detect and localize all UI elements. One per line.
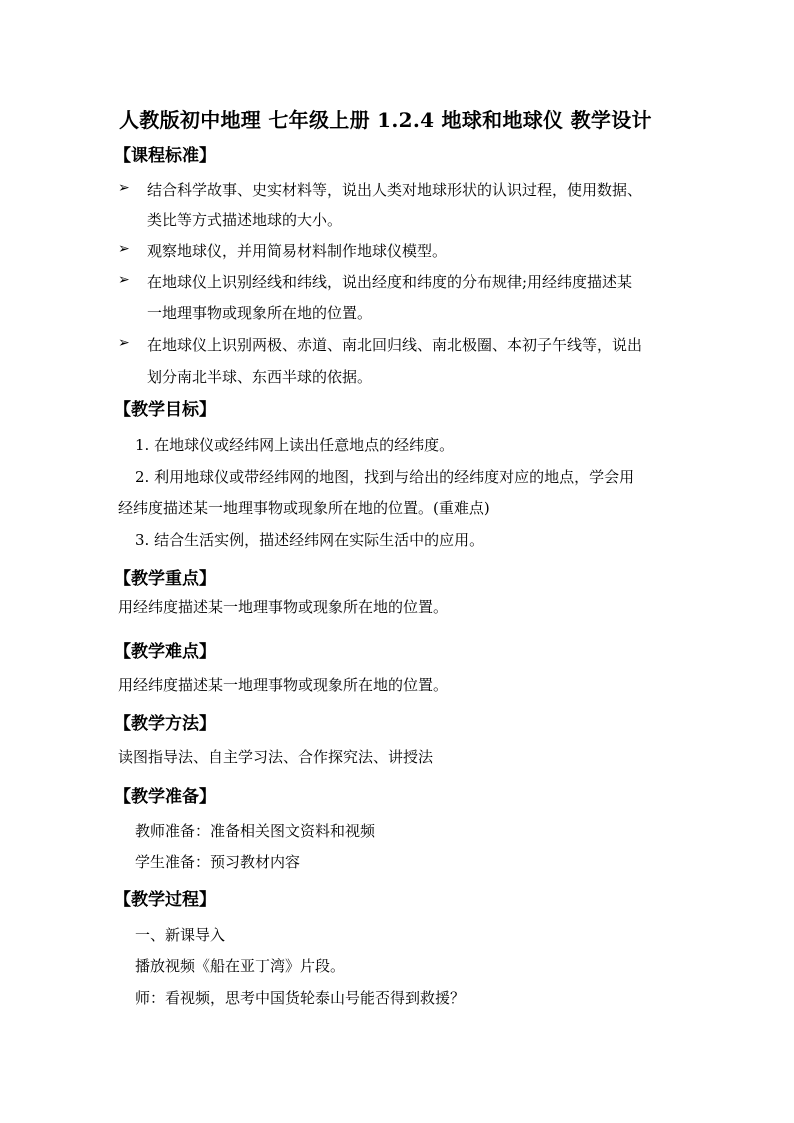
document-title: 人教版初中地理 七年级上册 1.2.4 地球和地球仪 教学设计 — [119, 108, 652, 132]
standard-item-1-line-1: 结合科学故事、史实材料等，说出人类对地球形状的认识过程，使用数据、 — [147, 181, 643, 199]
bullet-icon: ➢ — [118, 335, 130, 351]
student-preparation: 学生准备：预习教材内容 — [135, 853, 301, 871]
bullet-icon: ➢ — [118, 180, 130, 196]
heading-methods: 【教学方法】 — [114, 714, 216, 734]
heading-objectives: 【教学目标】 — [114, 400, 216, 420]
methods-text: 读图指导法、自主学习法、合作探究法、讲授法 — [118, 748, 434, 766]
standard-item-2-line-1: 观察地球仪，并用简易材料制作地球仪模型。 — [147, 242, 448, 260]
heading-standards: 【课程标准】 — [114, 146, 216, 166]
objective-1: 1. 在地球仪或经纬网上读出任意地点的经纬度。 — [135, 436, 455, 454]
objective-2-line-1: 2. 利用地球仪或带经纬网的地图，找到与给出的经纬度对应的地点，学会用 — [135, 468, 635, 486]
process-line-2: 播放视频《船在亚丁湾》片段。 — [135, 957, 346, 975]
process-line-3: 师：看视频，思考中国货轮泰山号能否得到救援？ — [135, 989, 466, 1007]
teacher-preparation: 教师准备：准备相关图文资料和视频 — [135, 822, 376, 840]
standard-item-1-line-2: 类比等方式描述地球的大小。 — [147, 211, 343, 229]
heading-process: 【教学过程】 — [114, 890, 216, 910]
bullet-icon: ➢ — [118, 272, 130, 288]
standard-item-3-line-2: 一地理事物或现象所在地的位置。 — [147, 304, 373, 322]
bullet-icon: ➢ — [118, 241, 130, 257]
heading-difficulties: 【教学难点】 — [114, 642, 216, 662]
standard-item-4-line-1: 在地球仪上识别两极、赤道、南北回归线、南北极圈、本初子午线等，说出 — [147, 336, 643, 354]
heading-key-points: 【教学重点】 — [114, 569, 216, 589]
objective-3: 3. 结合生活实例，描述经纬网在实际生活中的应用。 — [135, 531, 485, 549]
key-points-text: 用经纬度描述某一地理事物或现象所在地的位置。 — [118, 598, 449, 616]
objective-2-line-2: 经纬度描述某一地理事物或现象所在地的位置。(重难点) — [118, 499, 490, 517]
heading-preparation: 【教学准备】 — [114, 787, 216, 807]
difficulties-text: 用经纬度描述某一地理事物或现象所在地的位置。 — [118, 676, 449, 694]
process-line-1: 一、新课导入 — [135, 926, 226, 944]
standard-item-4-line-2: 划分南北半球、东西半球的依据。 — [147, 368, 373, 386]
standard-item-3-line-1: 在地球仪上识别经线和纬线，说出经度和纬度的分布规律;用经纬度描述某 — [147, 273, 633, 291]
